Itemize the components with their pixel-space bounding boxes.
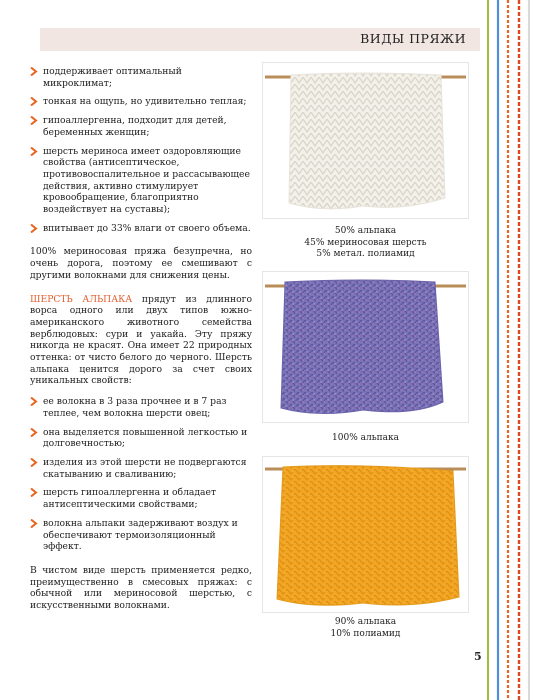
list-item: шерсть гипоаллергенна и обладает антисептическими свойствами; (30, 487, 252, 510)
list-item: она выделяется повышенной легкостью и долговечностью; (30, 427, 252, 450)
chevron-right-icon (30, 147, 38, 156)
decorative-threads (478, 0, 538, 700)
purple-yarn-swatch-photo (262, 271, 469, 423)
chevron-right-icon (30, 428, 38, 437)
alpaca-label: ШЕРСТЬ АЛЬПАКА (30, 293, 133, 305)
chevron-right-icon (30, 224, 38, 233)
text-column (30, 66, 252, 621)
purple-swatch-caption: 100% альпака (332, 433, 399, 443)
list-item: гипоаллергенна, подходит для детей, беременных женщин; (30, 115, 252, 138)
list-item: изделия из этой шерсти не подвергаются скатыванию и сваливанию; (30, 457, 252, 480)
page-title: ВИДЫ ПРЯЖИ (360, 31, 466, 46)
chevron-right-icon (30, 519, 38, 528)
white-yarn-swatch-photo (262, 62, 469, 219)
list-item: волокна альпаки задерживают воздух и обеспечивают термоизоляционный эффект. (30, 518, 252, 553)
closing-paragraph: В чистом виде шерсть применяется редко, преимущественно в смесовых пряжах: с обычной или мериносовой шерстью, с искусственными волокнами. (30, 564, 252, 612)
chevron-right-icon (30, 67, 38, 76)
chevron-right-icon (30, 397, 38, 406)
purple-knit-sample-image (263, 272, 468, 422)
chevron-right-icon (30, 458, 38, 467)
orange-knit-sample-image (263, 457, 468, 612)
list-item: тонкая на ощупь, но удивительно теплая; (30, 96, 252, 108)
merino-bullet-list (30, 66, 252, 234)
page-header (40, 28, 480, 51)
list-item: шерсть мериноса имеет оздоровляющие свойства (антисептическое, противовоспалительное и рассасывающее действия, активно стимулирует кровообращение, благоприятно воздействует на суставы); (30, 146, 252, 216)
orange-yarn-swatch-photo (262, 456, 469, 613)
merino-paragraph: 100% мериносовая пряжа безупречна, но очень дорога, поэтому ее смешивают с другими волокнами для снижения цены. (30, 246, 252, 281)
alpaca-bullet-list (30, 396, 252, 553)
list-item: ее волокна в 3 раза прочнее и в 7 раз теплее, чем волокна шерсти овец; (30, 396, 252, 419)
alpaca-paragraph (30, 294, 252, 388)
white-knit-sample-image (263, 63, 468, 218)
chevron-right-icon (30, 116, 38, 125)
alpaca-text: прядут из длинного ворса одного или двух типов южно-американского животного семейства верблюдовых: сури и уакайа. Эту пряжу никогда не красят. Она имеет 22 природных оттенка: от чисто белого до черного. Шерсть альпака ценится дорого за счет своих уникальных свойств: (30, 293, 252, 387)
page-number: 5 (474, 650, 482, 663)
chevron-right-icon (30, 97, 38, 106)
white-swatch-caption: 50% альпака 45% мериносовая шерсть 5% метал. полиамид (304, 226, 427, 259)
list-item: поддерживает оптимальный микроклимат; (30, 66, 252, 89)
list-item: впитывает до 33% влаги от своего объема. (30, 223, 252, 235)
chevron-right-icon (30, 488, 38, 497)
orange-swatch-caption: 90% альпака 10% полиамид (330, 617, 401, 639)
